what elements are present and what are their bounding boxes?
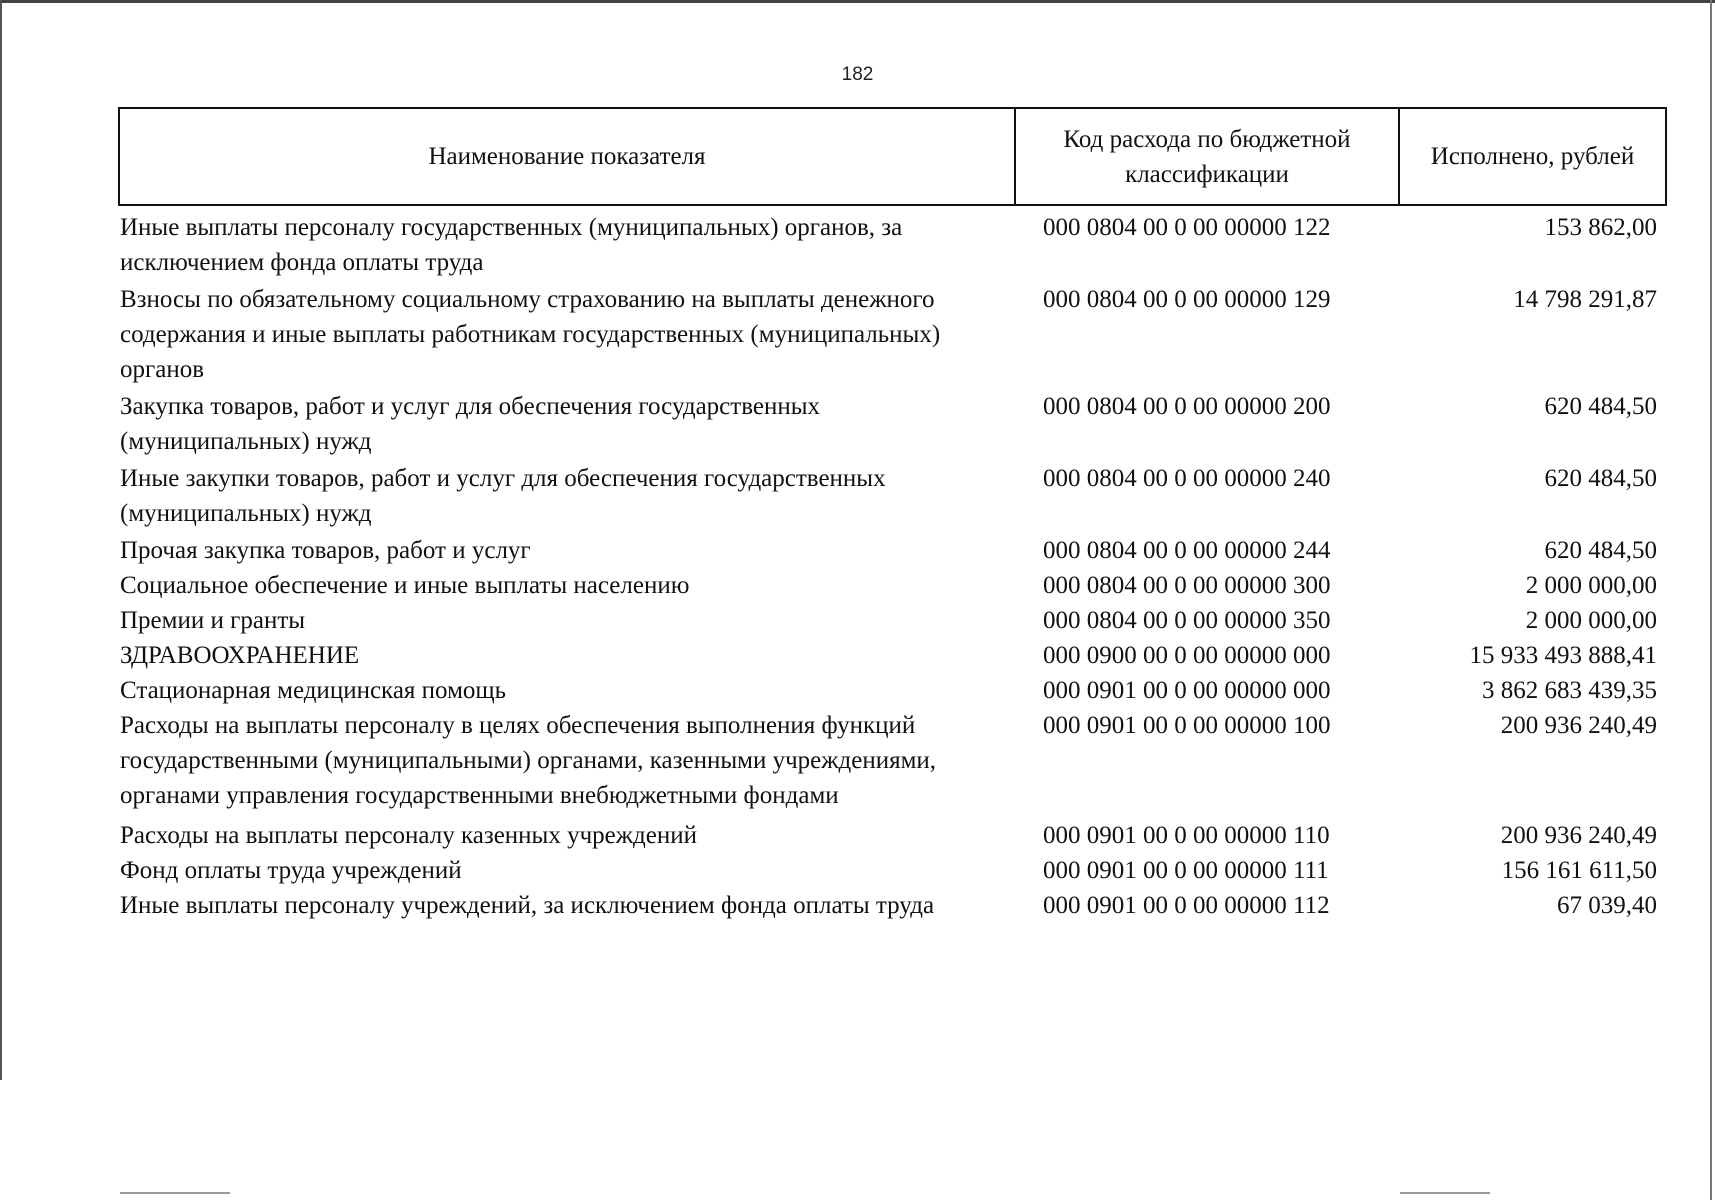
row-code: 000 0901 00 0 00 00000 112 — [1043, 892, 1330, 919]
scan-edge-left — [0, 0, 2, 1080]
row-code: 000 0804 00 0 00 00000 129 — [1043, 286, 1331, 313]
page-number: 182 — [841, 64, 874, 85]
table-row — [118, 603, 1667, 638]
row-code: 000 0901 00 0 00 00000 100 — [1043, 712, 1331, 739]
row-name: ЗДРАВООХРАНЕНИЕ — [120, 642, 360, 669]
scan-speckle — [1400, 1192, 1490, 1194]
row-name: Премии и гранты — [120, 607, 306, 634]
row-sum: 620 484,50 — [1544, 465, 1657, 492]
row-code: 000 0804 00 0 00 00000 200 — [1043, 393, 1331, 420]
table-row — [118, 210, 1667, 280]
table-row — [118, 282, 1667, 387]
row-code: 000 0804 00 0 00 00000 300 — [1043, 572, 1331, 599]
row-sum: 200 936 240,49 — [1500, 712, 1657, 739]
row-name: Иные выплаты персоналу государственных (муниципальных) органов, за исключением фонда оплаты труда — [120, 214, 903, 276]
row-code: 000 0901 00 0 00 00000 111 — [1043, 857, 1329, 884]
row-sum: 200 936 240,49 — [1500, 822, 1657, 849]
table-row — [118, 568, 1667, 603]
row-sum: 156 161 611,50 — [1501, 857, 1657, 884]
row-code: 000 0804 00 0 00 00000 240 — [1043, 465, 1331, 492]
row-sum: 15 933 493 888,41 — [1469, 642, 1657, 669]
row-name: Расходы на выплаты персоналу казенных учреждений — [120, 822, 697, 849]
row-sum: 2 000 000,00 — [1525, 572, 1657, 599]
row-name: Взносы по обязательному социальному страхованию на выплаты денежного содержания и иные выплаты работникам государственных (муниципальных) органов — [120, 286, 941, 383]
row-sum: 3 862 683 439,35 — [1482, 677, 1657, 704]
row-sum: 153 862,00 — [1544, 214, 1657, 241]
row-code: 000 0804 00 0 00 00000 122 — [1043, 214, 1331, 241]
row-sum: 620 484,50 — [1544, 537, 1657, 564]
table-row — [118, 818, 1667, 853]
row-code: 000 0900 00 0 00 00000 000 — [1043, 642, 1331, 669]
table-row — [118, 708, 1667, 813]
header-name: Наименование показателя — [428, 143, 706, 170]
row-name: Иные выплаты персоналу учреждений, за исключением фонда оплаты труда — [120, 892, 935, 919]
table-row — [118, 853, 1667, 888]
row-name: Прочая закупка товаров, работ и услуг — [120, 537, 531, 564]
row-name: Расходы на выплаты персоналу в целях обеспечения выполнения функций государственными (муниципальными) органами, казенными учреждениями, органами управления государственными внебюджетными фондами — [120, 712, 937, 809]
row-code: 000 0901 00 0 00 00000 110 — [1043, 822, 1330, 849]
row-name: Иные закупки товаров, работ и услуг для обеспечения государственных (муниципальных) нужд — [120, 465, 886, 527]
header-code: Код расхода по бюджетной классификации — [1014, 109, 1398, 204]
table-row — [118, 638, 1667, 673]
row-code: 000 0901 00 0 00 00000 000 — [1043, 677, 1331, 704]
row-name: Закупка товаров, работ и услуг для обеспечения государственных (муниципальных) нужд — [120, 393, 821, 455]
row-sum: 67 039,40 — [1557, 892, 1657, 919]
table-row — [118, 673, 1667, 708]
header-sum: Исполнено, рублей — [1398, 109, 1665, 204]
scan-speckle — [120, 1192, 230, 1194]
table-row — [118, 888, 1667, 923]
budget-execution-table — [118, 107, 1667, 923]
table-header — [118, 107, 1667, 206]
row-name: Социальное обеспечение и иные выплаты населению — [120, 572, 690, 599]
row-code: 000 0804 00 0 00 00000 244 — [1043, 537, 1331, 564]
scan-edge-right — [1710, 0, 1712, 1200]
scan-edge-top — [0, 0, 1715, 3]
row-sum: 2 000 000,00 — [1525, 607, 1657, 634]
row-name: Стационарная медицинская помощь — [120, 677, 507, 704]
table-body — [118, 210, 1667, 923]
table-row — [118, 389, 1667, 459]
table-row — [118, 461, 1667, 531]
row-code: 000 0804 00 0 00 00000 350 — [1043, 607, 1331, 634]
row-sum: 14 798 291,87 — [1513, 286, 1657, 313]
row-sum: 620 484,50 — [1544, 393, 1657, 420]
row-name: Фонд оплаты труда учреждений — [120, 857, 462, 884]
table-row — [118, 533, 1667, 568]
